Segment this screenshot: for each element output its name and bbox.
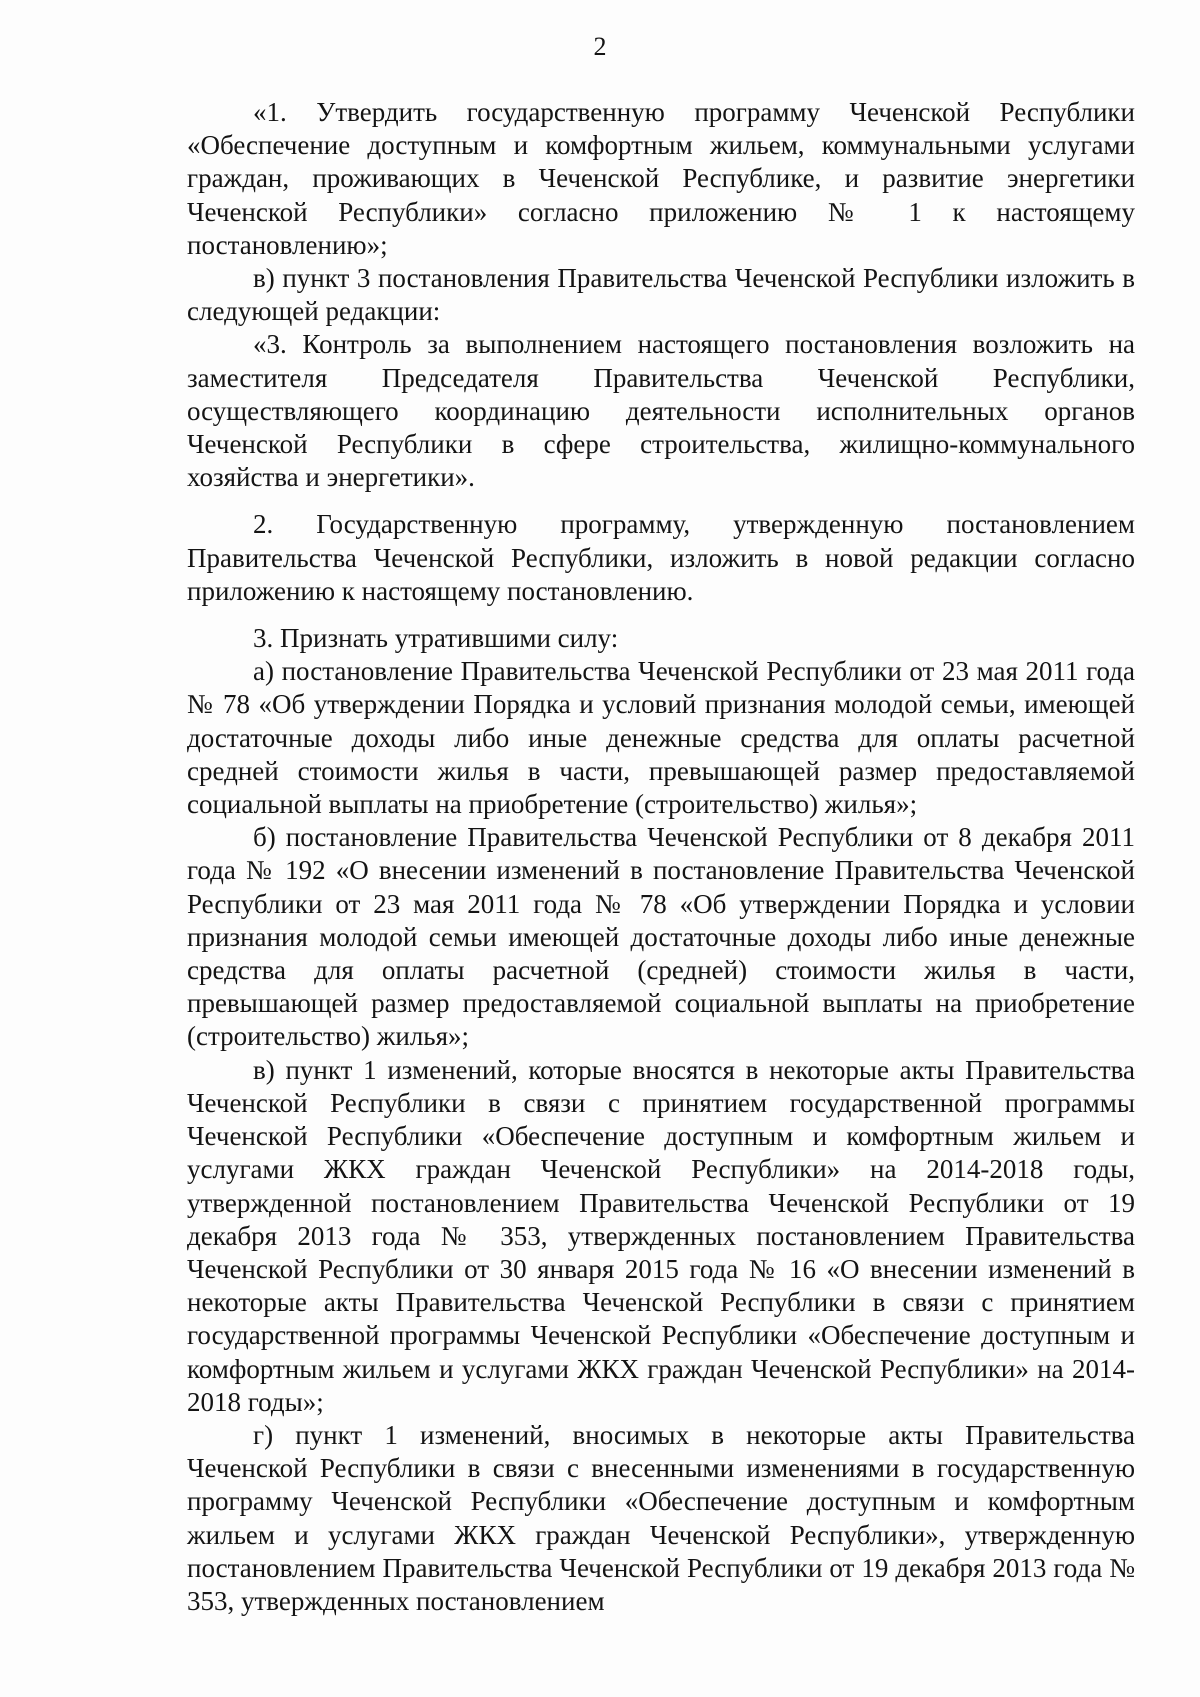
paragraph-3v: в) пункт 1 изменений, которые вносятся в некоторые акты Правительства Чеченской Республики в связи с принятием государственной программы Чеченской Республики «Обеспечение доступным и комфортным жильем и услугами ЖКХ граждан Чеченской Республики» на 2014-2018 годы, утвержденной постановлением Правительства Чеченской Республики от 19 декабря 2013 года № 353, утвержденных постановлением Правительства Чеченской Республики от 30 января 2015 года № 16 «О внесении изменений в некоторые акты Правительства Чеченской Республики в связи с принятием государственной программы Чеченской Республики «Обеспечение доступным и комфортным жильем и услугами ЖКХ граждан Чеченской Республики» на 2014-2018 годы»; [187, 1054, 1135, 1417]
paragraph-approve-program: «1. Утвердить государственную программу Чеченской Республики «Обеспечение доступным и комфортным жильем, коммунальными услугами граждан, проживающих в Чеченской Республике, и развитие энергетики Чеченской Республики» согласно приложению № 1 к настоящему постановлению»; [187, 97, 1135, 260]
paragraph-3b: б) постановление Правительства Чеченской Республики от 8 декабря 2011 года № 192 «О внесении изменений в постановление Правительства Чеченской Республики от 23 мая 2011 года № 78 «Об утверждении Порядка и условии признания молодой семьи имеющей достаточные доходы либо иные денежные средства для оплаты расчетной (средней) стоимости жилья в части, превышающей размер предоставляемой социальной выплаты на приобретение (строительство) жилья»; [187, 822, 1135, 1052]
paragraph-control-clause: «3. Контроль за выполнением настоящего постановления возложить на заместителя Председателя Правительства Чеченской Республики, осуществляющего координацию деятельности исполнительных органов Чеченской Республики в сфере строительства, жилищно-коммунального хозяйства и энергетики». [187, 329, 1135, 493]
document-body [187, 96, 1135, 1618]
paragraph-2-new-edition: 2. Государственную программу, утвержденную постановлением Правительства Чеченской Республики, изложить в новой редакции согласно приложению к настоящему постановлению. [187, 509, 1135, 606]
paragraph-3g: г) пункт 1 изменений, вносимых в некоторые акты Правительства Чеченской Республики в связи с внесенными изменениями в государственную программу Чеченской Республики «Обеспечение доступным и комфортным жильем и услугами ЖКХ граждан Чеченской Республики», утвержденную постановлением Правительства Чеченской Республики от 19 декабря 2013 года № 353, утвержденных постановлением [187, 1419, 1135, 1616]
paragraph-3a: а) постановление Правительства Чеченской Республики от 23 мая 2011 года № 78 «Об утверждении Порядка и условий признания молодой семьи, имеющей достаточные доходы либо иные денежные средства для оплаты расчетной средней стоимости жилья в части, превышающей размер предоставляемой социальной выплаты на приобретение (строительство) жилья»; [187, 656, 1135, 820]
page-number: 2 [593, 32, 607, 61]
paragraph-item-v-point-3: в) пункт 3 постановления Правительства Чеченской Республики изложить в следующей редакции: [187, 263, 1135, 327]
paragraph-3-repeal-heading: 3. Признать утратившими силу: [253, 623, 619, 654]
